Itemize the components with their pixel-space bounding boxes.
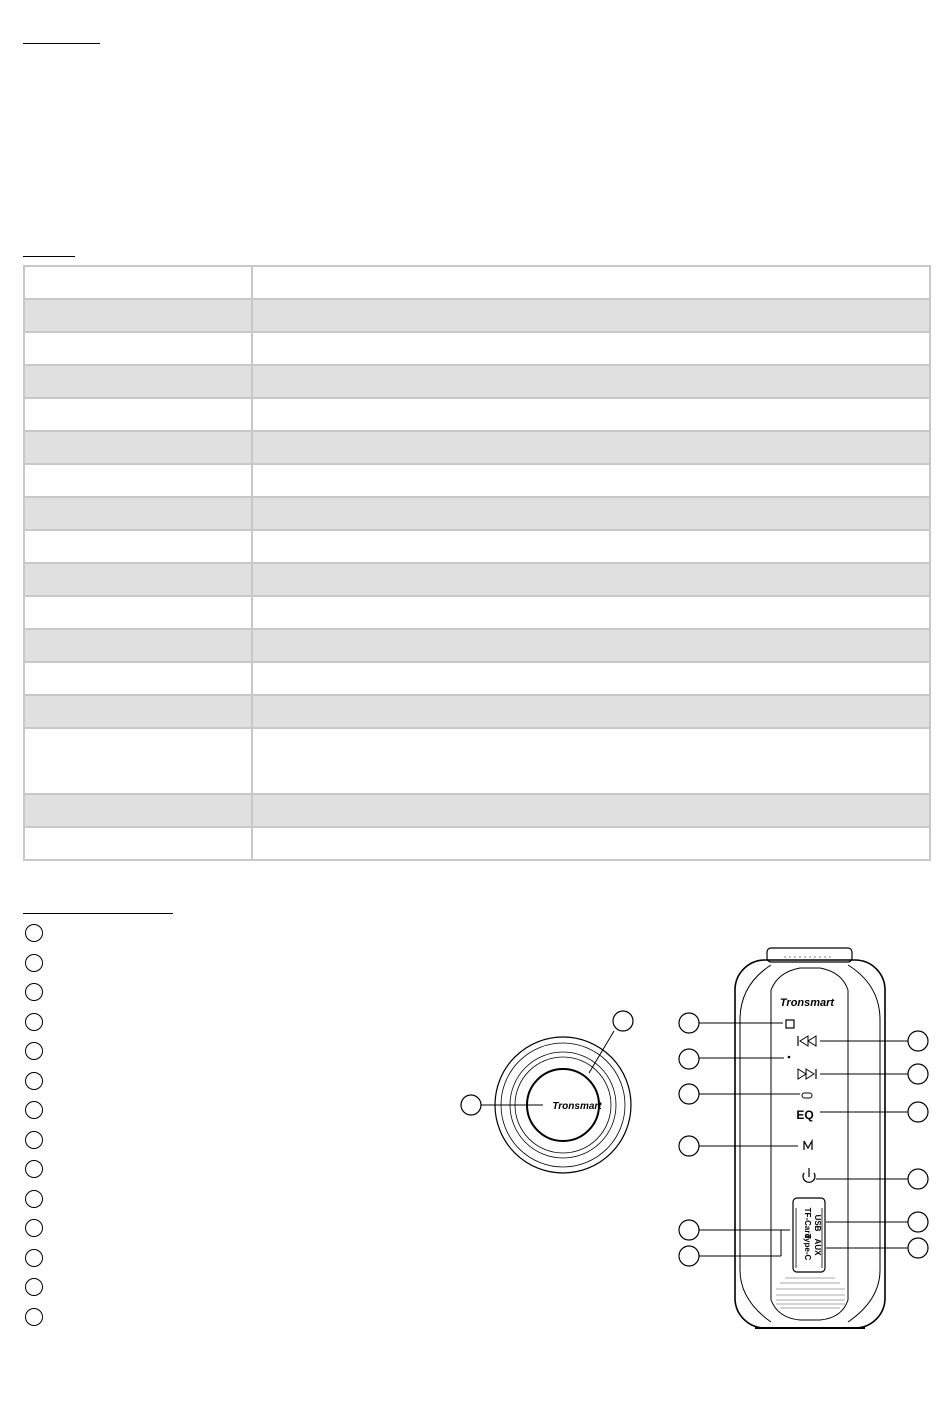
callout-circle xyxy=(461,1095,481,1115)
port-label-tf-card: TF-Card xyxy=(803,1207,812,1239)
port-label-usb: USB xyxy=(813,1214,822,1232)
callout-circle xyxy=(613,1011,633,1031)
port-label-type-c: Type-C xyxy=(803,1233,812,1261)
eq-button-label: EQ xyxy=(796,1108,814,1122)
front-panel-logo: Tronsmart xyxy=(779,997,835,1009)
top-view-logo: Tronsmart xyxy=(552,1101,602,1112)
port-label-aux: AUX xyxy=(813,1238,822,1256)
